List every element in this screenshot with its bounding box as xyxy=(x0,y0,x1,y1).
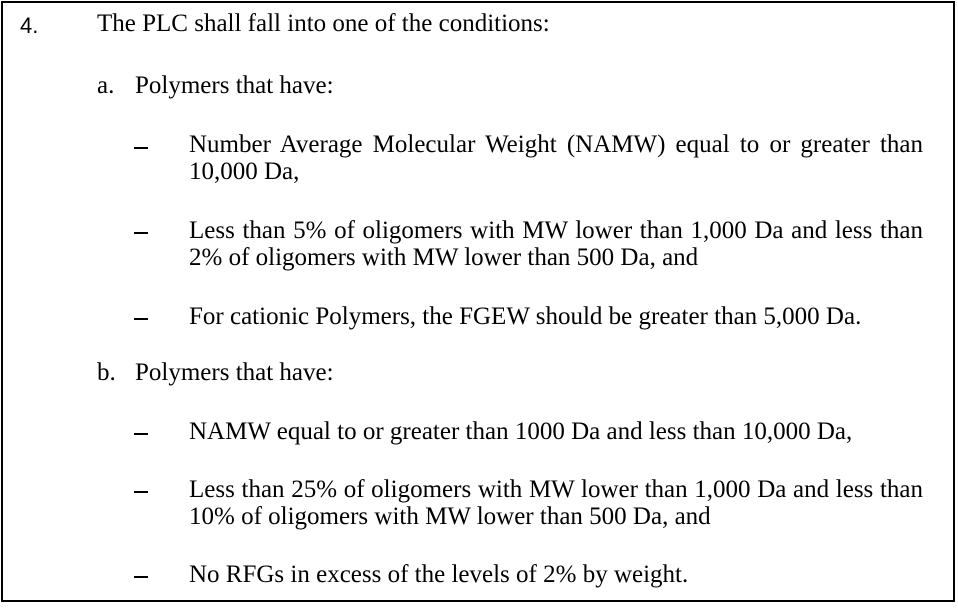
bullet-dash xyxy=(134,433,148,435)
condition-b-marker: b. xyxy=(97,359,116,386)
condition-a-item-2: Less than 5% of oligomers with MW lower than 1,000 Da and less than 2% of oligomers with MW lower than 500 Da, and xyxy=(189,217,923,271)
condition-a-label: Polymers that have: xyxy=(135,72,334,99)
condition-a-item-1: Number Average Molecular Weight (NAMW) equal to or greater than 10,000 Da, xyxy=(189,131,923,185)
bullet-dash xyxy=(134,491,148,493)
bullet-dash xyxy=(134,147,148,149)
condition-b-label: Polymers that have: xyxy=(135,359,334,386)
bullet-dash xyxy=(134,318,148,320)
condition-a-marker: a. xyxy=(97,72,115,99)
condition-b-item-3: No RFGs in excess of the levels of 2% by weight. xyxy=(189,561,689,588)
section-heading: The PLC shall fall into one of the conditions: xyxy=(97,10,550,37)
condition-b-item-2: Less than 25% of oligomers with MW lower than 1,000 Da and less than 10% of oligomers with MW lower than 500 Da, and xyxy=(189,476,923,530)
condition-b-item-1: NAMW equal to or greater than 1000 Da and less than 10,000 Da, xyxy=(189,418,853,445)
section-number: 4. xyxy=(20,13,39,38)
bullet-dash xyxy=(134,232,148,234)
bullet-dash xyxy=(134,576,148,578)
condition-a-item-3: For cationic Polymers, the FGEW should be greater than 5,000 Da. xyxy=(189,303,862,330)
